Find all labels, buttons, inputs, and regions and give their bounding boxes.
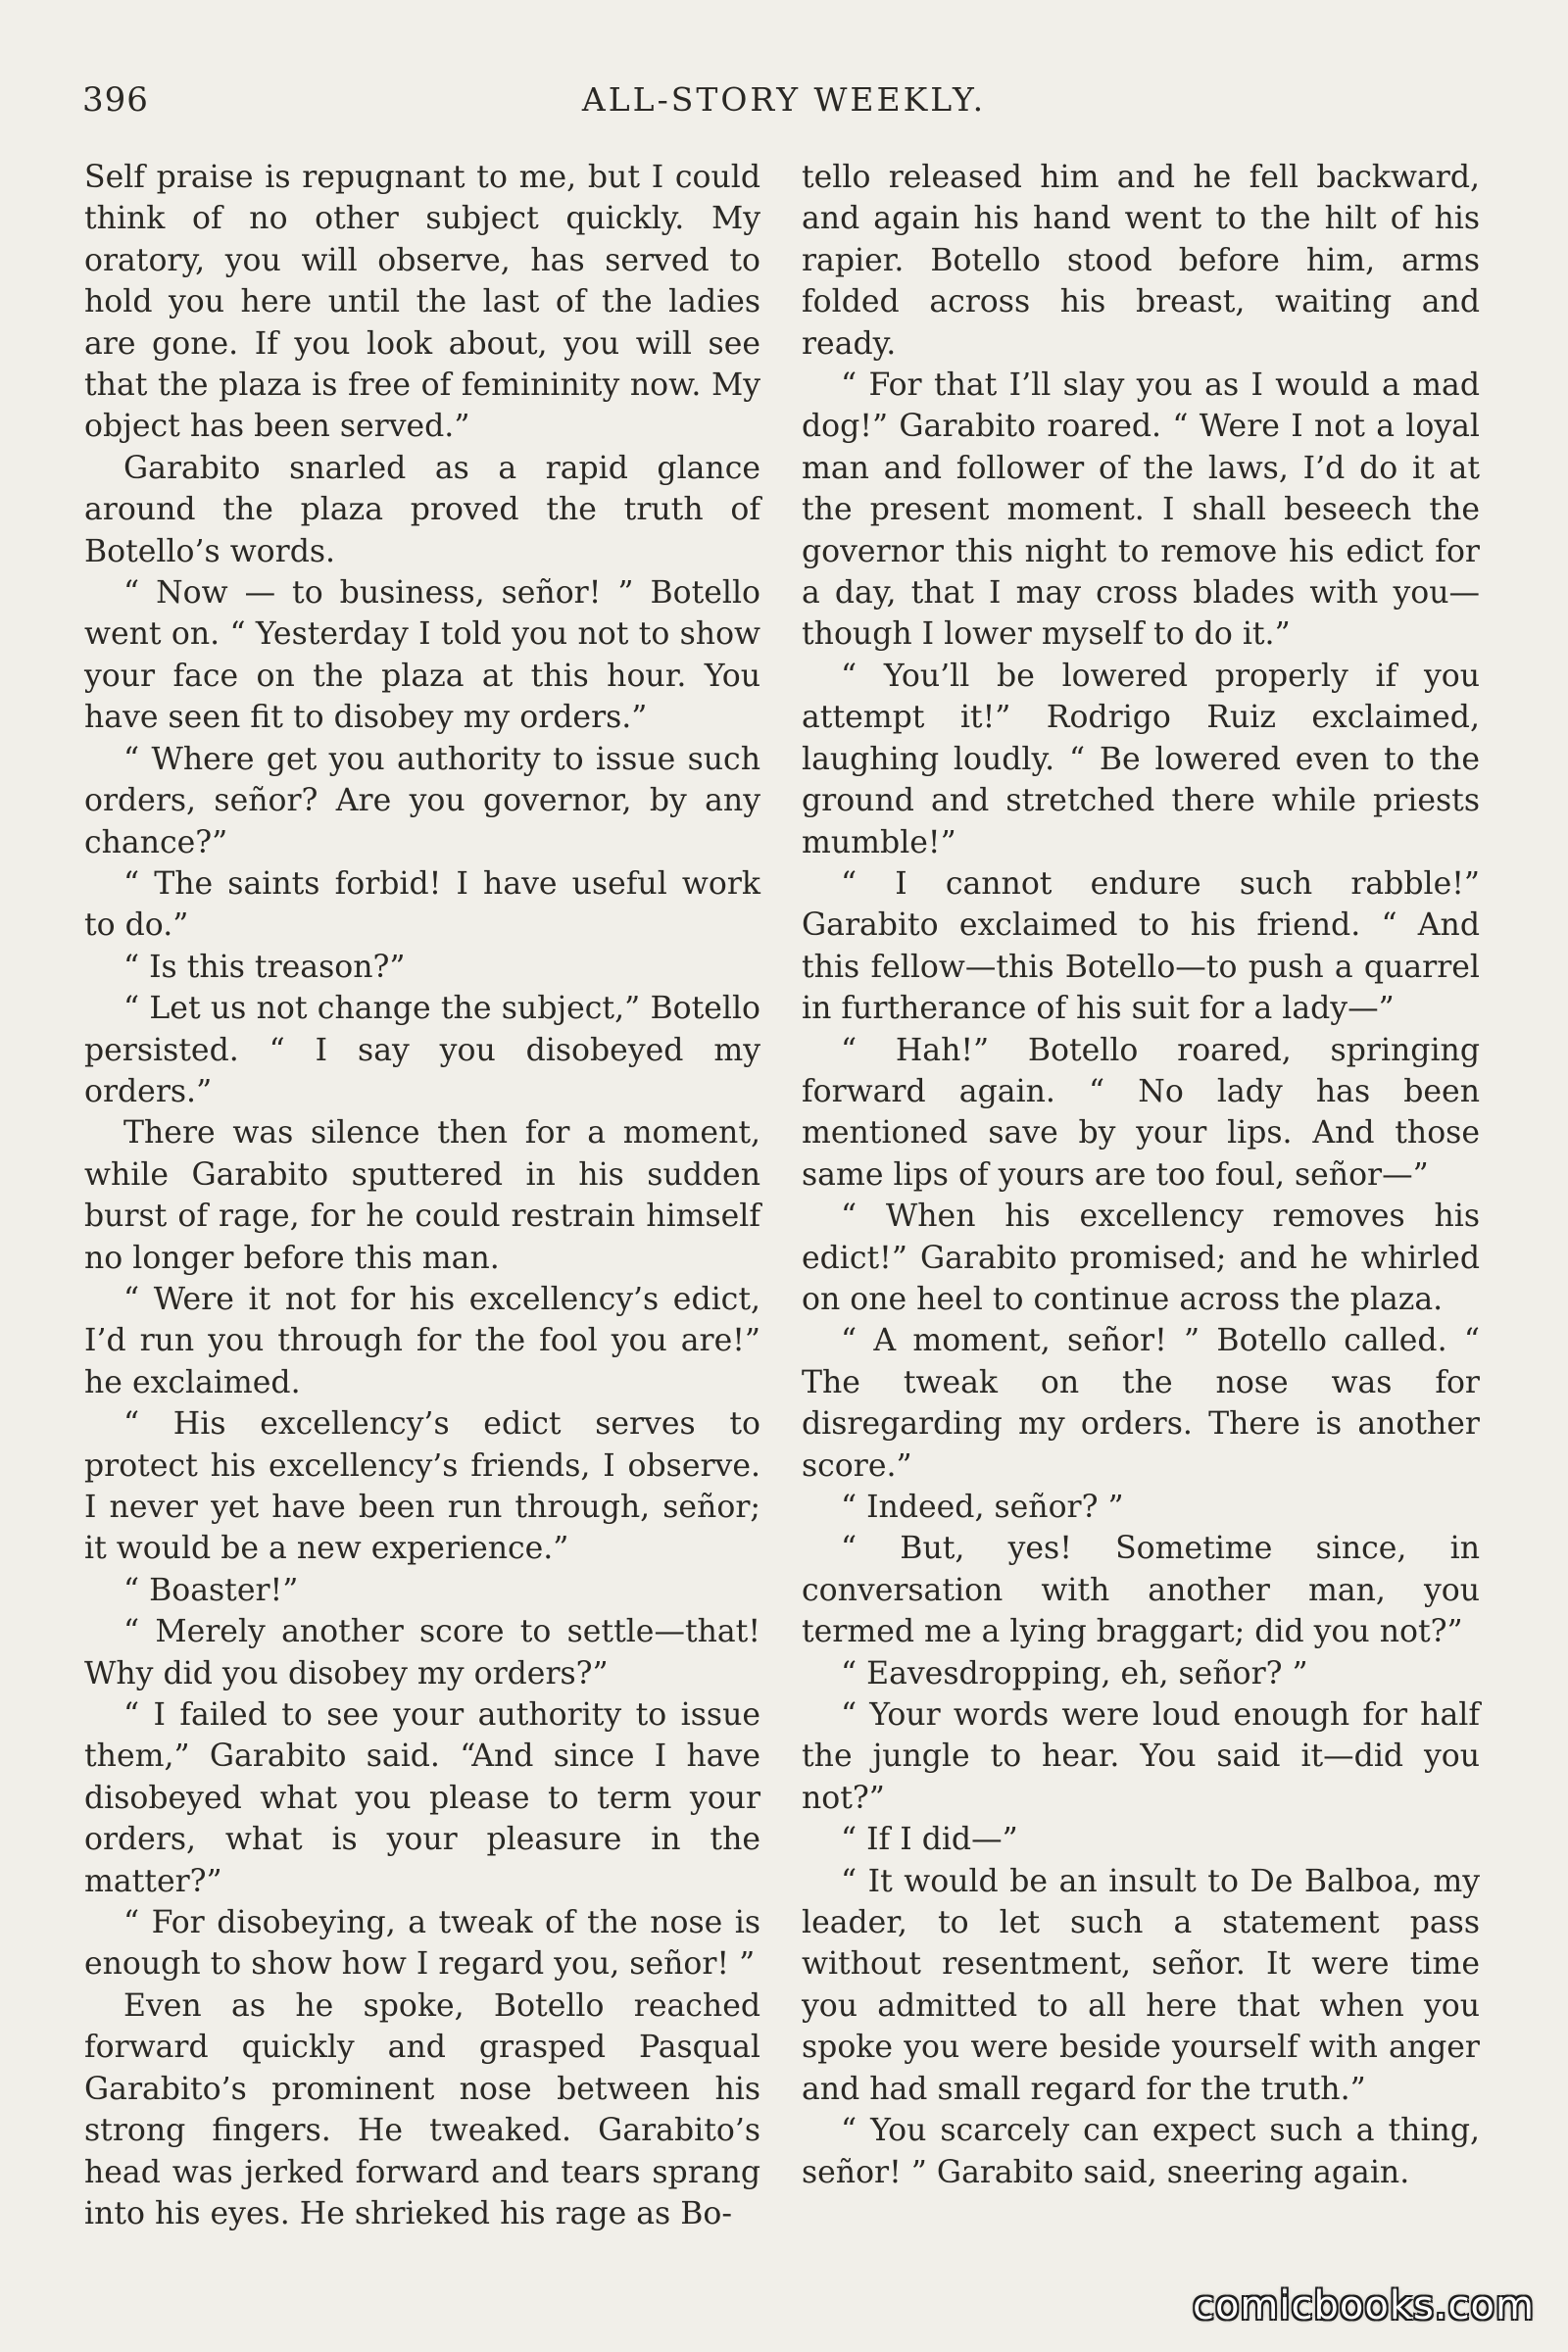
paragraph: “ Were it not for his excellency’s edict, I’d run you through for the fool you are!” he exclaimed.: [84, 1281, 760, 1400]
paragraph: There was silence then for a moment, while Garabito sputtered in his sudden burst of rage, for he could restrain himself no longer before this man.: [84, 1115, 760, 1276]
paragraph: “ His excellency’s edict serves to protect his excellency’s friends, I observe. I never yet have been run through, señor; it would be a new experience.”: [84, 1406, 760, 1567]
paragraph: “ But, yes! Sometime since, in conversation with another man, you termed me a lying braggart; did you not?”: [802, 1531, 1480, 1650]
paragraph: “ Is this treason?”: [123, 949, 406, 985]
paragraph: “ Boaster!”: [123, 1572, 299, 1608]
paragraph: “ The saints forbid! I have useful work to do.”: [84, 865, 760, 944]
running-title: ALL-STORY WEEKLY.: [581, 80, 987, 119]
paragraph: “ Your words were loud enough for half the jungle to hear. You said it—did you not?”: [802, 1697, 1480, 1816]
paragraph: “ Eavesdropping, eh, señor? ”: [841, 1655, 1308, 1691]
paragraph: “ A moment, señor! ” Botello called. “ The tweak on the nose was for disregarding my orders. There is another score.”: [802, 1323, 1480, 1484]
paragraph: “ For that I’ll slay you as I would a mad dog!” Garabito roared. “ Were I not a loyal man and follower of the laws, I’d do it at the present moment. I shall beseech the governor this night to remove his edict for a day, that I may cross blades with you—though I lower myself to do it.”: [802, 368, 1480, 653]
page-number: 396: [82, 80, 149, 120]
paragraph: Even as he spoke, Botello reached forward quickly and grasped Pasqual Garabito’s prominent nose between his strong fingers. He tweaked. Garabito’s head was jerked forward and tears sprang into his eyes. He shrieked his rage as Bo-: [84, 1987, 760, 2231]
paragraph: “ You’ll be lowered properly if you attempt it!” Rodrigo Ruiz exclaimed, laughing loudly. “ Be lowered even to the ground and stretched there while priests mumble!”: [802, 658, 1480, 860]
paragraph: tello released him and he fell backward, and again his hand went to the hilt of his rapier. Botello stood before him, arms folded across his breast, waiting and ready.: [802, 160, 1480, 362]
paragraph: “ When his excellency removes his edict!” Garabito promised; and he whirled on one heel to continue across the plaza.: [802, 1199, 1480, 1317]
paragraph: “ I failed to see your authority to issue them,” Garabito said. “And since I have disobeyed what you please to term your orders, what is your pleasure in the matter?”: [84, 1697, 760, 1899]
paragraph: “ Hah!” Botello roared, springing forward again. “ No lady has been mentioned save by your lips. And those same lips of yours are too foul, señor—”: [802, 1032, 1480, 1193]
left-column: [84, 157, 760, 2234]
paragraph: “ Indeed, señor? ”: [841, 1490, 1124, 1525]
paragraph: “ For disobeying, a tweak of the nose is enough to show how I regard you, señor! ”: [84, 1905, 760, 1983]
paragraph: “ Now — to business, señor! ” Botello went on. “ Yesterday I told you not to show your face on the plaza at this hour. You have seen fit to disobey my orders.”: [84, 575, 760, 736]
paragraph: “ I cannot endure such rabble!” Garabito exclaimed to his friend. “ And this fellow—this Botello—to push a quarrel in furtherance of his suit for a lady—”: [802, 865, 1480, 1027]
paragraph: “ It would be an insult to De Balboa, my leader, to let such a statement pass without resentment, señor. It were time you admitted to all here that when you spoke you were beside yourself with anger and had small regard for the truth.”: [802, 1863, 1480, 2107]
paragraph: “ Merely another score to settle—that! Why did you disobey my orders?”: [84, 1614, 760, 1691]
watermark: comicbooks.com: [1192, 2283, 1535, 2328]
paragraph: Garabito snarled as a rapid glance around the plaza proved the truth of Botello’s words.: [84, 450, 760, 569]
paragraph: Self praise is repugnant to me, but I could think of no other subject quickly. My oratory, you will observe, has served to hold you here until the last of the ladies are gone. If you look about, you will see that the plaza is free of femininity now. My object has been served.”: [84, 160, 760, 445]
paragraph: “ If I did—”: [841, 1822, 1018, 1858]
paragraph: “ Let us not change the subject,” Botello persisted. “ I say you disobeyed my orders.”: [84, 991, 760, 1109]
paragraph: “ Where get you authority to issue such orders, señor? Are you governor, by any chance?”: [84, 741, 760, 860]
right-column: [802, 157, 1480, 2193]
paragraph: “ You scarcely can expect such a thing, señor! ” Garabito said, sneering again.: [802, 2113, 1480, 2190]
